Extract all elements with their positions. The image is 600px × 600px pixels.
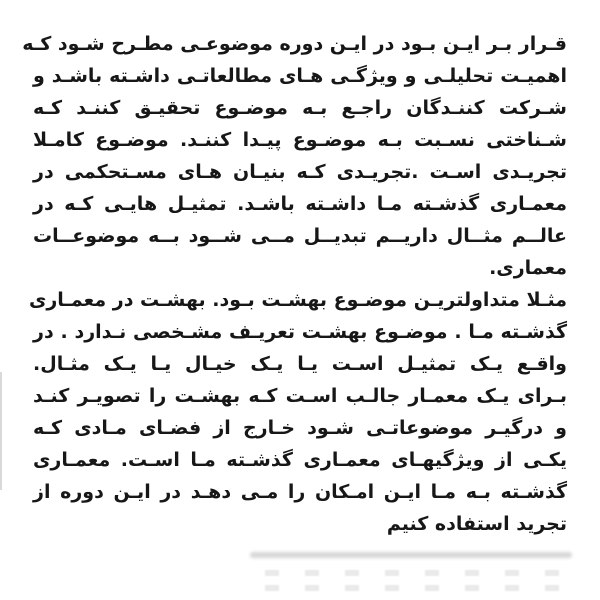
text-line: شـرکت کننـدگان راجـع بـه موضـوع تحقیـق کننـد کـه (33, 97, 567, 119)
text-line: واقـع یـک تمثیـل اسـت یـا یـک خیـال یـا یـک مثـال. (33, 353, 567, 375)
text-line: اهمیـت تحلیلـی و ویژگـی هـای مطالعاتـی داشـته باشـد و (33, 65, 567, 87)
ink-bleed-dots-row (265, 570, 565, 576)
text-line: گذشـته مـا . موضـوع بهشـت تعریـف مشـخصی نـدارد . در (33, 321, 567, 343)
ink-bleed-streak (250, 552, 572, 558)
text-line: تجرید استفاده کنیم (386, 513, 567, 535)
persian-text-block (22, 28, 567, 540)
text-line: شـناختی نسـبت بـه موضـوع پیـدا کننـد. موضـوع کامـلا (33, 129, 567, 151)
text-line: و درگیـر موضوعاتـی شـود خـارج از فضـای مـادی کـه (33, 417, 567, 439)
text-line: گذشـته بـه مـا ایـن امـکان را مـی دهـد در ایـن دوره از (33, 481, 567, 503)
text-line: عالــم مثــال داریــم تبدیــل مــی شــود بــه موضوعــات (33, 225, 567, 247)
text-line: قـرار بـر ایـن بـود در ایـن دوره موضوعـی مطـرح شـود کـه (22, 33, 567, 55)
scan-edge-artifact (0, 372, 2, 490)
paragraph-1 (22, 28, 567, 284)
text-line: تجریـدی اسـت .تجریـدی کـه بنیـان هـای مسـتحکمی در (33, 161, 567, 183)
paragraph-2 (28, 284, 567, 540)
text-line: مثـلا متداولتریـن موضـوع بهشـت بـود. بهشـت در معمـاری (28, 289, 567, 311)
text-line: معمـاری گذشـته مـا داشـته باشـد. تمثیـل هایـی کـه در (33, 193, 567, 215)
text-line: یکـی از ویژگیهـای معمـاری گذشـته مـا اسـت. معمـاری (33, 449, 567, 471)
ink-bleed-dots-row (265, 585, 565, 591)
text-line: بـرای یـک معمـار جالـب اسـت کـه بهشـت را تصویـر کنـد (33, 385, 567, 407)
text-line: معماری. (489, 257, 567, 279)
